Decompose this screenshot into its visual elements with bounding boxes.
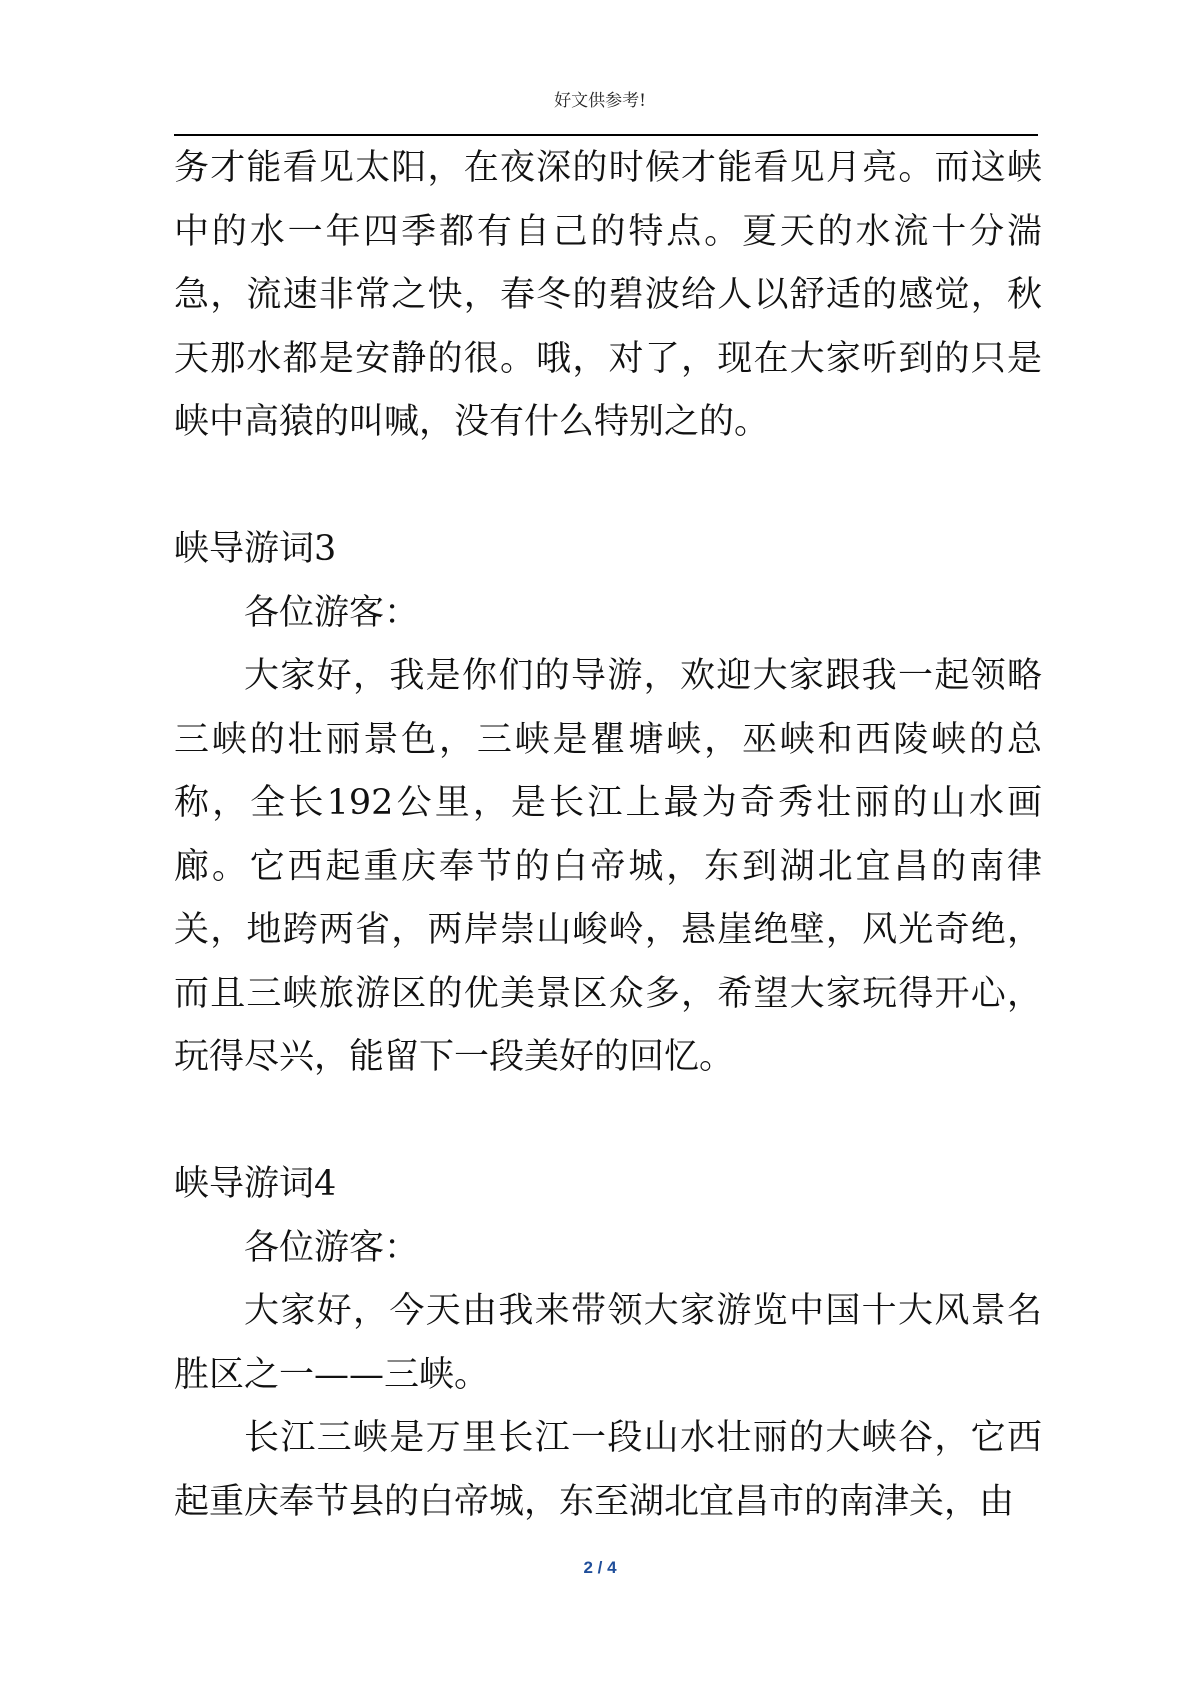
section-3 bbox=[174, 518, 1042, 1090]
document-body bbox=[174, 137, 1042, 1534]
paragraph: 长江三峡是万里长江一段山水壮丽的大峡谷，它西起重庆奉节县的白帝城，东至湖北宜昌市的南津关，由 bbox=[174, 1418, 1042, 1522]
page-number: 2 / 4 bbox=[583, 1558, 617, 1577]
paragraph: 大家好，我是你们的导游，欢迎大家跟我一起领略三峡的壮丽景色，三峡是瞿塘峡，巫峡和西陵峡的总称，全长192公里，是长江上最为奇秀壮丽的山水画廊。它西起重庆奉节的白帝城，东到湖北宜昌的南律关，地跨两省，两岸崇山峻岭，悬崖绝壁，风光奇绝，而且三峡旅游区的优美景区众多，希望大家玩得开心，玩得尽兴，能留下一段美好的回忆。 bbox=[174, 656, 1042, 1077]
paragraph: 各位游客： bbox=[244, 1227, 420, 1268]
paragraph: 大家好，今天由我来带领大家游览中国十大风景名胜区之一——三峡。 bbox=[174, 1291, 1042, 1395]
continuation-paragraph: 务才能看见太阳，在夜深的时候才能看见月亮。而这峡中的水一年四季都有自己的特点。夏天的水流十分湍急，流速非常之快，春冬的碧波给人以舒适的感觉，秋天那水都是安静的很。哦，对了，现在大家听到的只是峡中高猿的叫喊，没有什么特别之的。 bbox=[174, 148, 1042, 442]
page-header: 好文供参考! bbox=[554, 91, 646, 111]
section-heading: 峡导游词4 bbox=[174, 1164, 337, 1204]
paragraph: 各位游客： bbox=[244, 592, 420, 633]
header-divider bbox=[174, 134, 1038, 136]
section-heading: 峡导游词3 bbox=[174, 529, 337, 569]
section-4 bbox=[174, 1153, 1042, 1534]
